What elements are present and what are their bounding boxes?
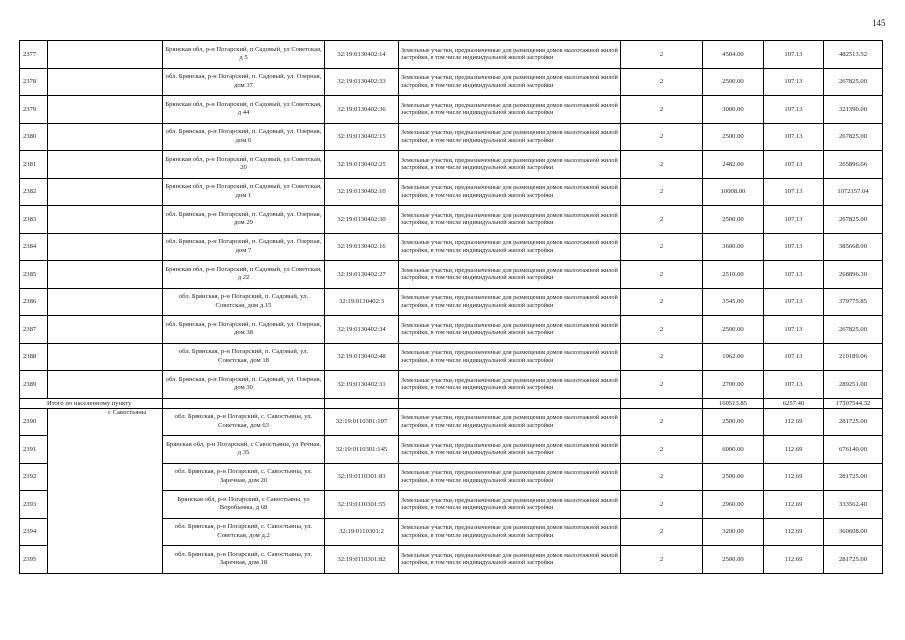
table-row: [20, 371, 883, 399]
category-cell: 2: [621, 343, 703, 371]
value-cell: 676140.00: [824, 436, 883, 464]
locality-cell: [48, 316, 163, 344]
row-number: 2380: [20, 123, 48, 151]
category-cell: 2: [621, 408, 703, 436]
value-cell: 267825.00: [824, 316, 883, 344]
area-cell: 3545.00: [703, 288, 764, 316]
area-cell: 6000.00: [703, 436, 764, 464]
locality-cell: [48, 233, 163, 261]
category-cell: 2: [621, 491, 703, 519]
table-row: [20, 233, 883, 261]
rate-cell: 107.13: [764, 288, 824, 316]
locality-cell: [48, 288, 163, 316]
rate-cell: 112.69: [764, 491, 824, 519]
cadastral-number-cell: 32:19:0130402:25: [325, 151, 399, 179]
area-cell: 2500.00: [703, 68, 764, 96]
land-use-type-cell: Земельные участки, предназначенные для размещения домов малоэтажной жилой застройки, в том числе индивидуальной жилой застройки: [399, 463, 621, 491]
subtotal-label: Итого по населенному пункту: [20, 398, 163, 408]
cadastral-number-cell: 32:19:0130402:30: [325, 206, 399, 234]
area-cell: 2500.00: [703, 546, 764, 574]
value-cell: 265896.66: [824, 151, 883, 179]
address-cell: обл. Брянская, р-н Погарский, п. Садовый, ул. Советская, дом д.15: [163, 288, 325, 316]
table-row: [20, 178, 883, 206]
category-cell: 2: [621, 371, 703, 399]
row-number: 2385: [20, 261, 48, 289]
value-cell: 482513.52: [824, 41, 883, 69]
land-use-type-cell: Земельные участки, предназначенные для размещения домов малоэтажной жилой застройки, в том числе индивидуальной жилой застройки: [399, 436, 621, 464]
subtotal-value: 17307544.32: [824, 398, 883, 408]
address-cell: обл. Брянская, р-н Погарский, с. Савостьяны, ул. Заречная, дом 20: [163, 463, 325, 491]
address-cell: Брянская обл, р-н Погарский, с Савостьяны, ул Воробьевка, д 68: [163, 491, 325, 519]
category-cell: 2: [621, 518, 703, 546]
land-use-type-cell: Земельные участки, предназначенные для размещения домов малоэтажной жилой застройки, в том числе индивидуальной жилой застройки: [399, 518, 621, 546]
locality-cell: [48, 123, 163, 151]
address-cell: обл. Брянская, р-н Погарский, п. Садовый, ул. Советская, дом 18: [163, 343, 325, 371]
rate-cell: 107.13: [764, 206, 824, 234]
address-cell: Брянская обл, р-н Погарский, п Садовый, ул Советская, д 22: [163, 261, 325, 289]
land-use-type-cell: Земельные участки, предназначенные для размещения домов малоэтажной жилой застройки, в том числе индивидуальной жилой застройки: [399, 233, 621, 261]
area-cell: 2700.00: [703, 371, 764, 399]
land-registry-table: [19, 40, 883, 574]
address-cell: обл. Брянская, р-н Погарский, п. Садовый, ул. Озерная, дом 29: [163, 206, 325, 234]
rate-cell: 112.69: [764, 546, 824, 574]
row-number: 2378: [20, 68, 48, 96]
cadastral-number-cell: 32:19:0130402:48: [325, 343, 399, 371]
cadastral-number-cell: 32:19:0130402:34: [325, 316, 399, 344]
table-section-a: [20, 41, 883, 399]
value-cell: 385668.00: [824, 233, 883, 261]
subtotal-area: 160513.85: [703, 398, 764, 408]
subtotal-row: [20, 398, 883, 408]
table-row: [20, 41, 883, 69]
row-number: 2381: [20, 151, 48, 179]
area-cell: 2500.00: [703, 123, 764, 151]
value-cell: 281725.00: [824, 408, 883, 436]
category-cell: 2: [621, 288, 703, 316]
locality-cell: [48, 41, 163, 69]
area-cell: 10008.00: [703, 178, 764, 206]
subtotal-empty-cell: [621, 398, 703, 408]
rate-cell: 107.13: [764, 151, 824, 179]
value-cell: 1072157.04: [824, 178, 883, 206]
area-cell: 3600.00: [703, 233, 764, 261]
address-cell: обл. Брянская, р-н Погарский, с. Савостьяны, ул. Советская, дом 63: [163, 408, 325, 436]
table-row: [20, 408, 883, 436]
value-cell: 267825.00: [824, 206, 883, 234]
category-cell: 2: [621, 151, 703, 179]
rate-cell: 107.13: [764, 343, 824, 371]
address-cell: обл. Брянская, р-н Погарский, с. Савостьяны, ул. Заречная, дом 18: [163, 546, 325, 574]
area-cell: 2510.00: [703, 261, 764, 289]
category-cell: 2: [621, 316, 703, 344]
value-cell: 268896.30: [824, 261, 883, 289]
area-cell: 2500.00: [703, 408, 764, 436]
rate-cell: 107.13: [764, 371, 824, 399]
subtotal-empty-cell: [399, 398, 621, 408]
address-cell: Брянская обл, р-н Погарский, п Садовый, ул Советская, 20: [163, 151, 325, 179]
table-row: [20, 68, 883, 96]
locality-cell: [48, 151, 163, 179]
locality-cell: [48, 261, 163, 289]
category-cell: 2: [621, 463, 703, 491]
locality-cell: с Савостьяны: [48, 408, 163, 573]
address-cell: Брянская обл, р-н Погарский, п Садовый, ул Советская, дом 1: [163, 178, 325, 206]
area-cell: 3000.00: [703, 96, 764, 124]
rate-cell: 107.13: [764, 316, 824, 344]
land-use-type-cell: Земельные участки, предназначенные для размещения домов малоэтажной жилой застройки, в том числе индивидуальной жилой застройки: [399, 68, 621, 96]
row-number: 2384: [20, 233, 48, 261]
land-use-type-cell: Земельные участки, предназначенные для размещения домов малоэтажной жилой застройки, в том числе индивидуальной жилой застройки: [399, 491, 621, 519]
category-cell: 2: [621, 261, 703, 289]
table-row: [20, 123, 883, 151]
cadastral-number-cell: 32:19:0130402:16: [325, 233, 399, 261]
rate-cell: 107.13: [764, 96, 824, 124]
land-use-type-cell: Земельные участки, предназначенные для размещения домов малоэтажной жилой застройки, в том числе индивидуальной жилой застройки: [399, 206, 621, 234]
land-use-type-cell: Земельные участки, предназначенные для размещения домов малоэтажной жилой застройки, в том числе индивидуальной жилой застройки: [399, 261, 621, 289]
category-cell: 2: [621, 178, 703, 206]
row-number: 2389: [20, 371, 48, 399]
rate-cell: 107.13: [764, 233, 824, 261]
land-use-type-cell: Земельные участки, предназначенные для размещения домов малоэтажной жилой застройки, в том числе индивидуальной жилой застройки: [399, 316, 621, 344]
area-cell: 2500.00: [703, 316, 764, 344]
cadastral-number-cell: 32:19:0130402:33: [325, 68, 399, 96]
land-use-type-cell: Земельные участки, предназначенные для размещения домов малоэтажной жилой застройки, в том числе индивидуальной жилой застройки: [399, 343, 621, 371]
locality-cell: [48, 206, 163, 234]
category-cell: 2: [621, 546, 703, 574]
cadastral-number-cell: 32:19:0110301:55: [325, 491, 399, 519]
value-cell: 281725.00: [824, 546, 883, 574]
land-use-type-cell: Земельные участки, предназначенные для размещения домов малоэтажной жилой застройки, в том числе индивидуальной жилой застройки: [399, 151, 621, 179]
locality-cell: [48, 68, 163, 96]
page-number: 145: [872, 18, 886, 28]
rate-cell: 107.13: [764, 41, 824, 69]
cadastral-number-cell: 32:19:0130402:10: [325, 178, 399, 206]
address-cell: Брянская обл, р-н Погарский, с Савостьяны, ул Речная, д 35: [163, 436, 325, 464]
category-cell: 2: [621, 41, 703, 69]
value-cell: 281725.00: [824, 463, 883, 491]
row-number: 2391: [20, 436, 48, 464]
category-cell: 2: [621, 123, 703, 151]
cadastral-number-cell: 32:19:0110301:145: [325, 436, 399, 464]
table-row: [20, 288, 883, 316]
row-number: 2394: [20, 518, 48, 546]
rate-cell: 107.13: [764, 123, 824, 151]
address-cell: Брянская обл, р-н Погарский, п Садовый, ул Советская, д 5: [163, 41, 325, 69]
value-cell: 321390.00: [824, 96, 883, 124]
rate-cell: 107.13: [764, 261, 824, 289]
row-number: 2388: [20, 343, 48, 371]
land-use-type-cell: Земельные участки, предназначенные для размещения домов малоэтажной жилой застройки, в том числе индивидуальной жилой застройки: [399, 288, 621, 316]
table-row: [20, 316, 883, 344]
land-use-type-cell: Земельные участки, предназначенные для размещения домов малоэтажной жилой застройки, в том числе индивидуальной жилой застройки: [399, 546, 621, 574]
category-cell: 2: [621, 233, 703, 261]
row-number: 2387: [20, 316, 48, 344]
category-cell: 2: [621, 68, 703, 96]
table-row: [20, 343, 883, 371]
row-number: 2377: [20, 41, 48, 69]
value-cell: 210189.06: [824, 343, 883, 371]
address-cell: обл. Брянская, р-н Погарский, п. Садовый, ул. Озерная, дом 37: [163, 68, 325, 96]
row-number: 2386: [20, 288, 48, 316]
row-number: 2392: [20, 463, 48, 491]
row-number: 2379: [20, 96, 48, 124]
cadastral-number-cell: 32:19:0130402:36: [325, 96, 399, 124]
value-cell: 333562.40: [824, 491, 883, 519]
address-cell: обл. Брянская, р-н Погарский, с. Савостьяны, ул. Советская, дом д.2: [163, 518, 325, 546]
value-cell: 267825.00: [824, 68, 883, 96]
cadastral-number-cell: 32:19:0110301:2: [325, 518, 399, 546]
land-use-type-cell: Земельные участки, предназначенные для размещения домов малоэтажной жилой застройки, в том числе индивидуальной жилой застройки: [399, 371, 621, 399]
table-row: [20, 96, 883, 124]
cadastral-number-cell: 32:19:0130402:14: [325, 41, 399, 69]
address-cell: обл. Брянская, р-н Погарский, п. Садовый, ул. Озерная, дом 7: [163, 233, 325, 261]
land-use-type-cell: Земельные участки, предназначенные для размещения домов малоэтажной жилой застройки, в том числе индивидуальной жилой застройки: [399, 123, 621, 151]
rate-cell: 112.69: [764, 463, 824, 491]
locality-cell: [48, 178, 163, 206]
table-row: [20, 151, 883, 179]
area-cell: 2500.00: [703, 463, 764, 491]
area-cell: 2482.00: [703, 151, 764, 179]
cadastral-number-cell: 32:19:0110301:197: [325, 408, 399, 436]
subtotal-empty-cell: [325, 398, 399, 408]
subtotal-section: [20, 398, 883, 408]
address-cell: Брянская обл, р-н Погарский, п Садовый, ул Советская, д 44: [163, 96, 325, 124]
address-cell: обл. Брянская, р-н Погарский, п. Садовый, ул. Озерная, дом 30: [163, 371, 325, 399]
value-cell: 289251.00: [824, 371, 883, 399]
land-use-type-cell: Земельные участки, предназначенные для размещения домов малоэтажной жилой застройки, в том числе индивидуальной жилой застройки: [399, 408, 621, 436]
address-cell: обл. Брянская, р-н Погарский, п. Садовый, ул. Озерная, дом 6: [163, 123, 325, 151]
category-cell: 2: [621, 436, 703, 464]
land-use-type-cell: Земельные участки, предназначенные для размещения домов малоэтажной жилой застройки, в том числе индивидуальной жилой застройки: [399, 41, 621, 69]
locality-cell: [48, 96, 163, 124]
row-number: 2390: [20, 408, 48, 436]
cadastral-number-cell: 32:19:0110301:82: [325, 546, 399, 574]
row-number: 2393: [20, 491, 48, 519]
table-row: [20, 206, 883, 234]
table-row: [20, 261, 883, 289]
value-cell: 360608.00: [824, 518, 883, 546]
subtotal-empty-cell: [163, 398, 325, 408]
category-cell: 2: [621, 96, 703, 124]
rate-cell: 107.13: [764, 178, 824, 206]
cadastral-number-cell: 32:19:0130402:27: [325, 261, 399, 289]
locality-cell: [48, 371, 163, 399]
area-cell: 1962.00: [703, 343, 764, 371]
rate-cell: 107.13: [764, 68, 824, 96]
area-cell: 2960.00: [703, 491, 764, 519]
locality-cell: [48, 343, 163, 371]
row-number: 2382: [20, 178, 48, 206]
cadastral-number-cell: 32:19:0110301:83: [325, 463, 399, 491]
category-cell: 2: [621, 206, 703, 234]
land-use-type-cell: Земельные участки, предназначенные для размещения домов малоэтажной жилой застройки, в том числе индивидуальной жилой застройки: [399, 178, 621, 206]
cadastral-number-cell: 32:19:0130402:15: [325, 123, 399, 151]
area-cell: 2500.00: [703, 206, 764, 234]
rate-cell: 112.69: [764, 408, 824, 436]
address-cell: обл. Брянская, р-н Погарский, п. Садовый, ул. Озерная, дом 38: [163, 316, 325, 344]
cadastral-number-cell: 32:19:0130402:3: [325, 288, 399, 316]
value-cell: 379775.85: [824, 288, 883, 316]
subtotal-rate: 6257.40: [764, 398, 824, 408]
area-cell: 4504.00: [703, 41, 764, 69]
rate-cell: 112.69: [764, 518, 824, 546]
cadastral-number-cell: 32:19:0130402:31: [325, 371, 399, 399]
area-cell: 3200.00: [703, 518, 764, 546]
table-section-b: [20, 408, 883, 573]
rate-cell: 112.69: [764, 436, 824, 464]
row-number: 2395: [20, 546, 48, 574]
value-cell: 267825.00: [824, 123, 883, 151]
row-number: 2383: [20, 206, 48, 234]
land-use-type-cell: Земельные участки, предназначенные для размещения домов малоэтажной жилой застройки, в том числе индивидуальной жилой застройки: [399, 96, 621, 124]
